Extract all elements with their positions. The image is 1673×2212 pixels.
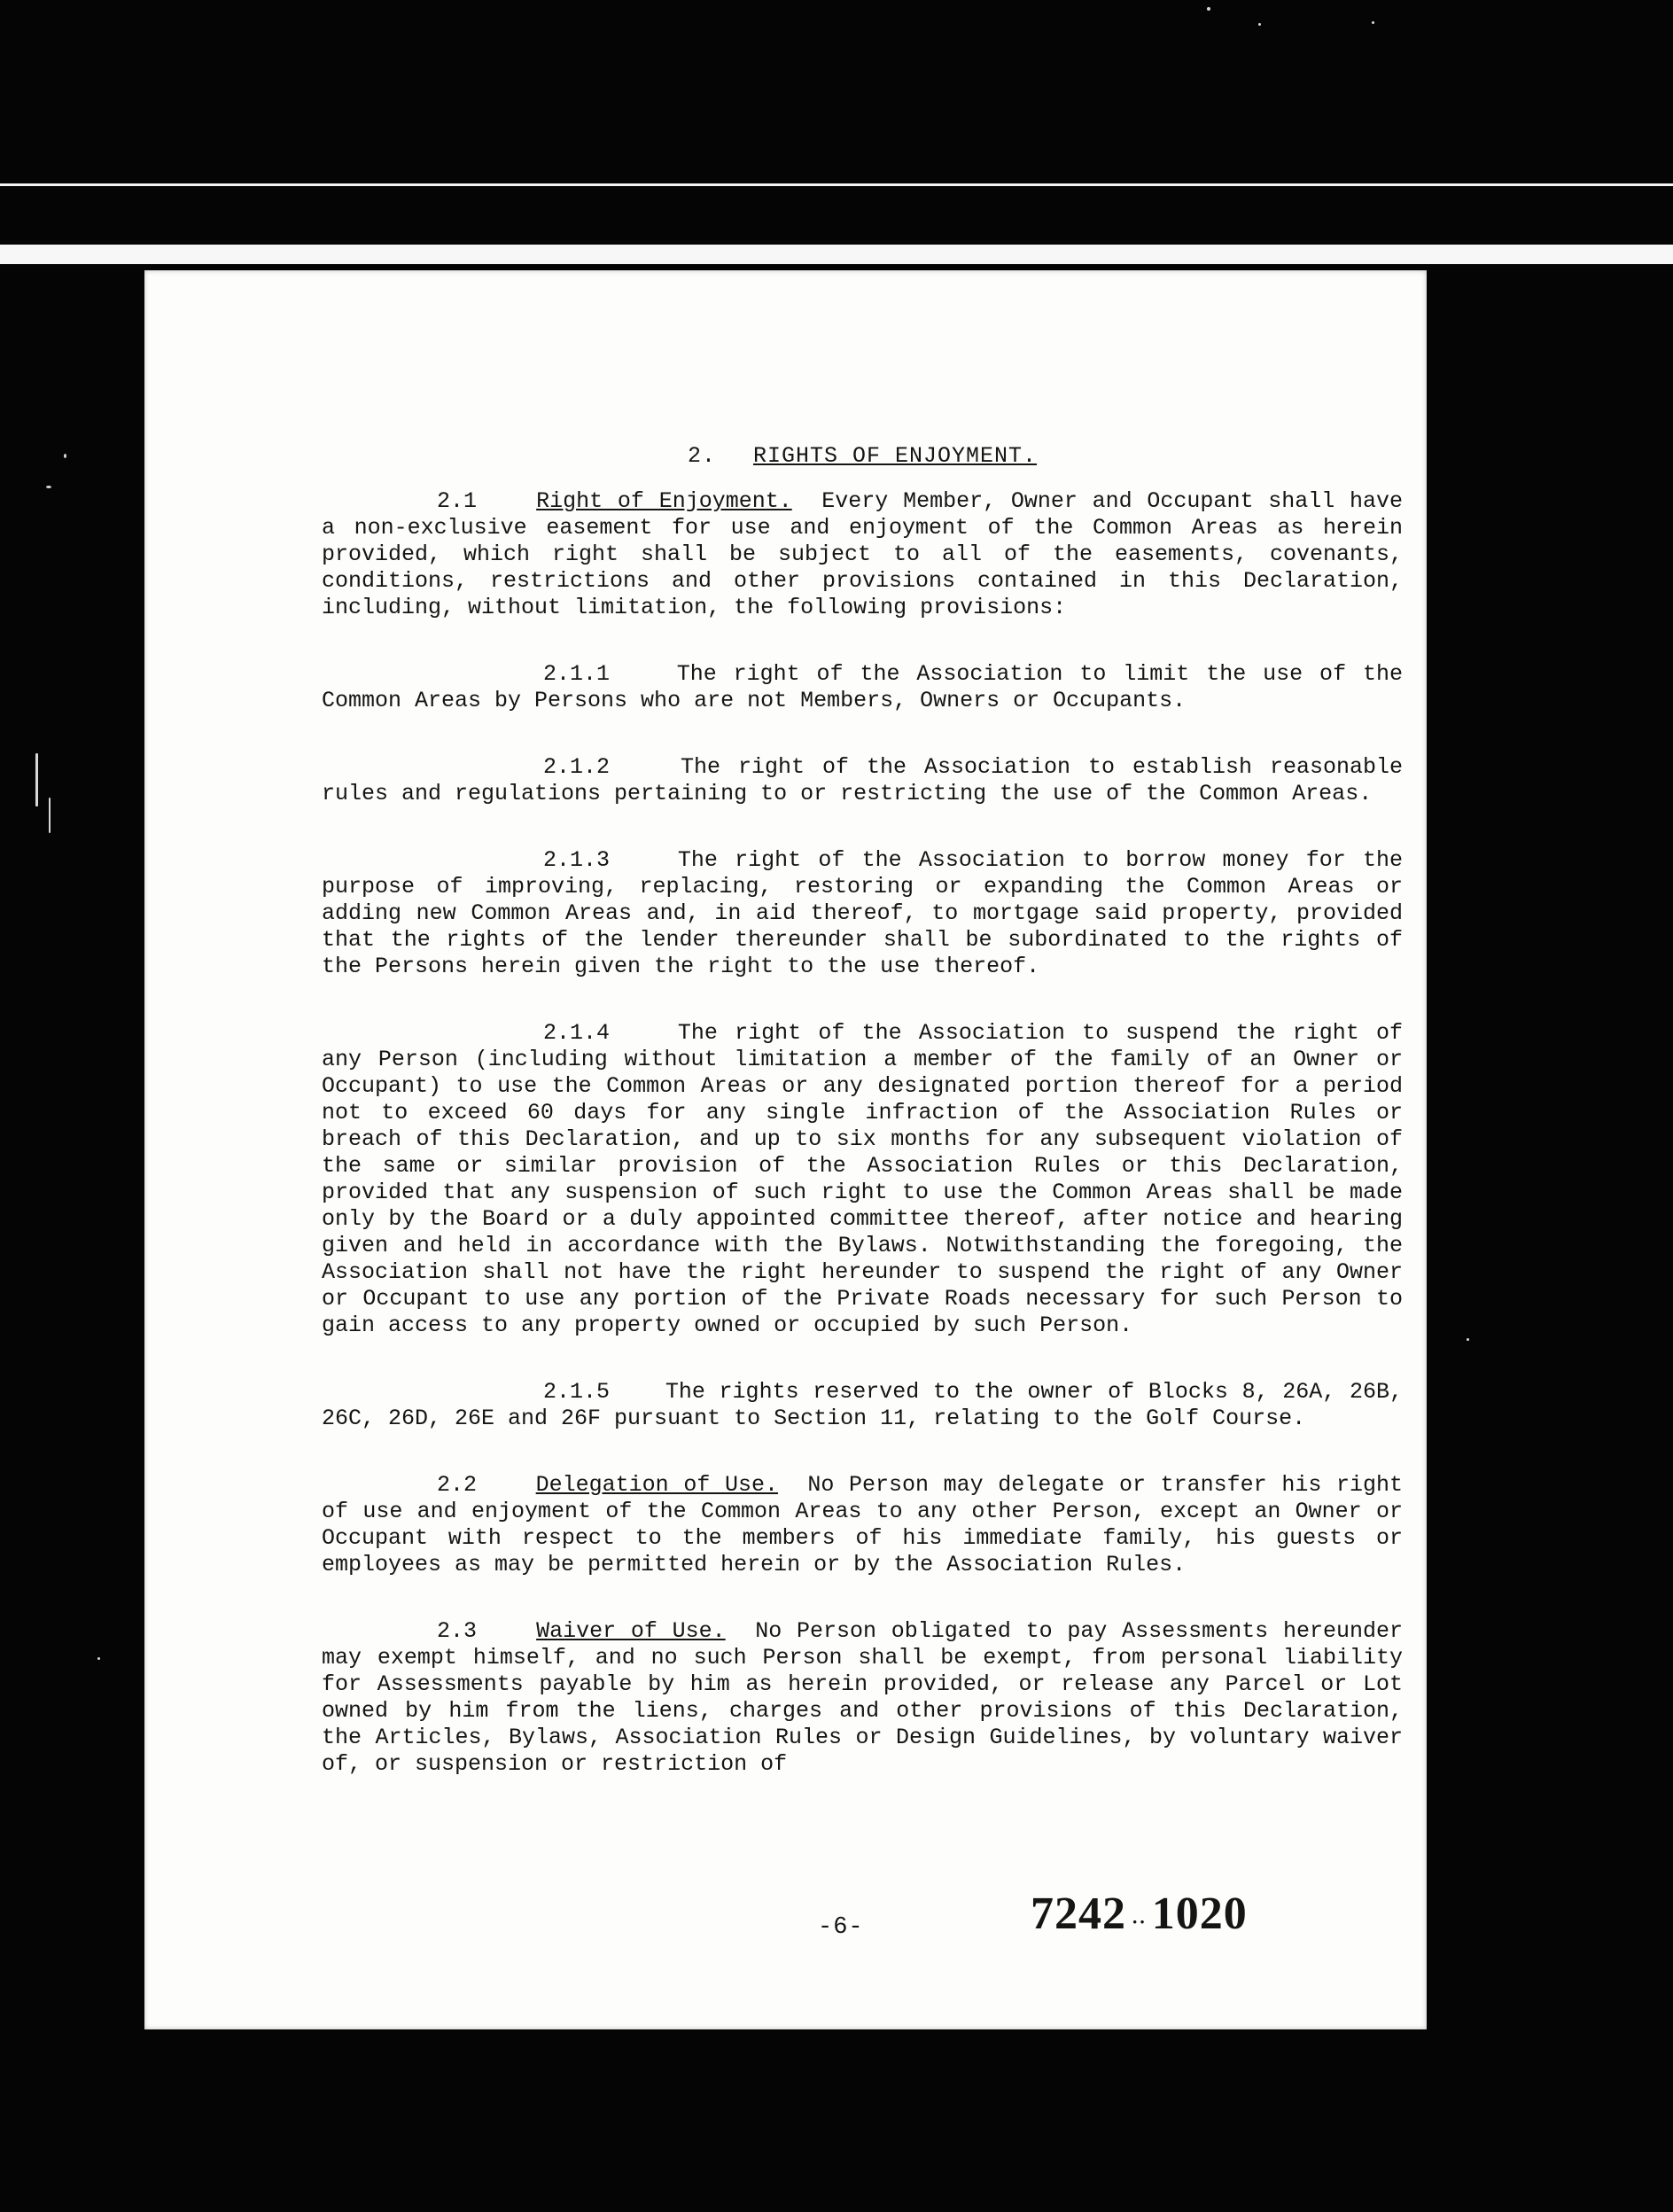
clause-number: 2.1.5 <box>543 1379 611 1405</box>
clause-2-1-1 <box>322 661 1403 714</box>
clause-2-1 <box>322 488 1403 621</box>
clause-text: The rights reserved to the owner of Blocks 8, 26A, 26B, 26C, 26D, 26E and 26F pursuant to Section 11, relating to the Golf Course. <box>322 1379 1403 1431</box>
page-number: -6- <box>818 1914 864 1941</box>
clause-number: 2.1.2 <box>543 754 611 780</box>
clause-number: 2.3 <box>437 1618 478 1644</box>
section-title <box>322 443 1403 469</box>
clause-heading: Delegation of Use. <box>535 1472 778 1498</box>
clause-text: Every Member, Owner and Occupant shall have a non-exclusive easement for use and enjoyment of the Common Areas as herein provided, which right shall be subject to all of the easements, covenants, conditions, restrictions and other provisions contained in this Declaration, including, without limitation, the following provisions: <box>322 488 1404 620</box>
scan-speck <box>49 798 51 833</box>
document-body <box>322 443 1403 1818</box>
clause-number: 2.2 <box>437 1472 478 1498</box>
scan-edge-line <box>0 183 1673 186</box>
clause-number: 2.1.1 <box>543 661 611 687</box>
clause-heading: Right of Enjoyment. <box>536 488 792 514</box>
stamp-book-number: 7242 <box>1031 1889 1126 1939</box>
clause-number: 2.1.4 <box>543 1020 611 1046</box>
scan-speck <box>1467 1338 1469 1341</box>
clause-heading: Waiver of Use. <box>536 1618 726 1644</box>
scan-speck <box>1258 23 1261 26</box>
clause-2-1-2 <box>322 754 1403 807</box>
clause-number: 2.1 <box>437 488 478 514</box>
clause-text: The right of the Association to suspend the right of any Person (including without limitation a member of the family of an Owner or Occupant) to use the Common Areas or any designated portion thereof for a period not to exceed 60 days for any single infraction of the Association Rules or breach of this Declaration, and up to six months for any subsequent violation of the same or similar provision of the Association Rules or this Declaration, provided that any suspension of such right to use the Common Areas shall be made only by the Board or a duly appointed committee thereof, after notice and hearing given and held in accordance with the Bylaws. Notwithstanding the foregoing, the Association shall not have the right hereunder to suspend the right of any Owner or Occupant to use any portion of the Private Roads necessary for such Person to gain access to any property owned or occupied by such Person. <box>322 1020 1403 1338</box>
clause-text: The right of the Association to limit the use of the Common Areas by Persons who are not Members, Owners or Occupants. <box>322 661 1403 713</box>
scan-speck <box>64 454 66 458</box>
clause-2-2 <box>322 1472 1403 1578</box>
clause-text: No Person obligated to pay Assessments hereunder may exempt himself, and no such Person shall be exempt, from personal liability for Assessments payable by him as herein provided, or release any Parcel or Lot owned by him from the liens, charges and other provisions of this Declaration, the Articles, Bylaws, Association Rules or Design Guidelines, by voluntary waiver of, or suspension or restriction of <box>322 1618 1403 1777</box>
scan-speck <box>97 1657 100 1660</box>
section-number: 2. <box>687 443 716 469</box>
clause-text: The right of the Association to borrow money for the purpose of improving, replacing, restoring or expanding the Common Areas or adding new Common Areas and, in aid thereof, to mortgage said property, provided that the rights of the lender thereunder shall be subordinated to the rights of the Persons herein given the right to the use thereof. <box>322 847 1403 979</box>
scan-speck <box>46 486 51 488</box>
scan-speck <box>35 753 38 806</box>
clause-number: 2.1.3 <box>543 847 611 873</box>
recording-stamp <box>1031 1888 1248 1940</box>
clause-2-1-3 <box>322 847 1403 980</box>
clause-2-3 <box>322 1618 1403 1778</box>
clause-text: The right of the Association to establish reasonable rules and regulations pertaining to or restricting the use of the Common Areas. <box>322 754 1403 806</box>
clause-2-1-4 <box>322 1020 1403 1339</box>
stamp-page-number: 1020 <box>1151 1889 1248 1939</box>
stamp-separator: ·· <box>1132 1911 1147 1933</box>
document-page <box>144 270 1427 2029</box>
clause-text: No Person may delegate or transfer his right of use and enjoyment of the Common Areas to any other Person, except an Owner or Occupant with respect to the members of his immediate family, his guests or employees as may be permitted herein or by the Association Rules. <box>322 1472 1403 1577</box>
scan-speck <box>1207 7 1210 11</box>
scan-speck <box>1372 21 1374 24</box>
section-heading: RIGHTS OF ENJOYMENT. <box>752 443 1038 469</box>
scan-edge-band <box>0 245 1673 264</box>
clause-2-1-5 <box>322 1379 1403 1432</box>
